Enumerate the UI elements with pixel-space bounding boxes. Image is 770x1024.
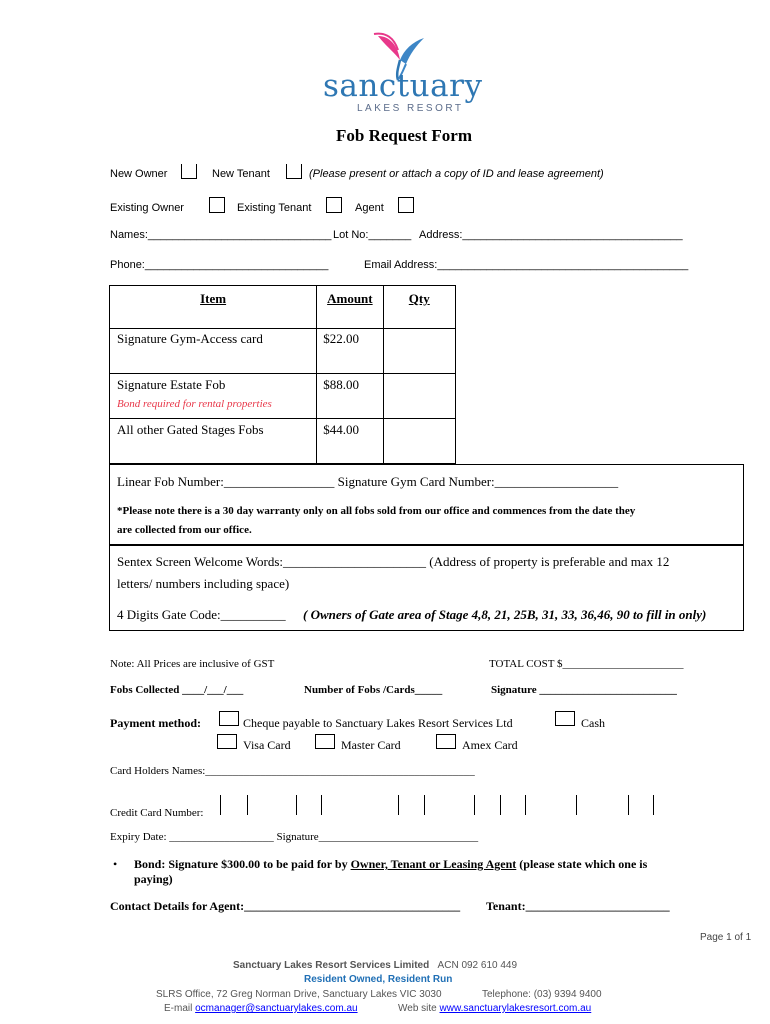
existing-owner-checkbox[interactable]	[209, 197, 225, 213]
email-link[interactable]: ocmanager@sanctuarylakes.com.au	[195, 1003, 358, 1014]
lot-field[interactable]: Lot No:_______	[333, 229, 412, 241]
total-cost-field[interactable]: TOTAL COST $______________________	[489, 658, 684, 670]
footer-email	[164, 1003, 358, 1014]
office-signature-field[interactable]: Signature _________________________	[491, 684, 677, 696]
sentex-field[interactable]: Sentex Screen Welcome Words:______________________ (Address of property is preferable and max 12	[117, 554, 670, 569]
col-item-header	[110, 286, 317, 329]
table-row	[110, 329, 456, 374]
cash-label: Cash	[581, 716, 605, 730]
sentex-note: letters/ numbers including space)	[117, 576, 290, 591]
existing-tenant-checkbox[interactable]	[326, 197, 342, 213]
item-amount: $88.00	[323, 377, 359, 392]
amex-label: Amex Card	[462, 738, 518, 752]
new-tenant-label: New Tenant	[212, 168, 270, 180]
amex-checkbox[interactable]	[436, 734, 456, 749]
email-label: E-mail	[164, 1003, 193, 1014]
qty-cell[interactable]	[383, 419, 455, 464]
mastercard-label: Master Card	[341, 738, 401, 752]
qty-header-text: Qty	[408, 291, 430, 306]
item-cell	[110, 374, 317, 419]
fob-price-table	[109, 285, 456, 464]
company-acn: ACN 092 610 449	[437, 960, 518, 971]
amount-cell	[317, 419, 383, 464]
tenant-contact-field[interactable]: Tenant:________________________	[486, 899, 670, 913]
item-name: Signature Gym-Access card	[117, 331, 263, 346]
bond-text-post: (please state which one is	[516, 857, 648, 871]
linear-fob-field[interactable]: Linear Fob Number:_________________ Signature Gym Card Number:___________________	[117, 474, 619, 489]
col-qty-header	[383, 286, 455, 329]
gate-code-note: ( Owners of Gate area of Stage 4,8, 21, 25B, 31, 33, 36,46, 90 to fill in only)	[303, 607, 707, 622]
bond-bullet: •	[113, 857, 118, 871]
new-owner-label: New Owner	[110, 168, 168, 180]
gst-note: Note: All Prices are inclusive of GST	[110, 658, 275, 670]
visa-checkbox[interactable]	[217, 734, 237, 749]
item-cell	[110, 419, 317, 464]
website-link[interactable]: www.sanctuarylakesresort.com.au	[439, 1003, 592, 1014]
bond-text-line2: paying)	[134, 872, 173, 886]
item-amount: $22.00	[323, 331, 359, 346]
address-field[interactable]: Address:____________________________________	[419, 229, 683, 241]
table-row	[110, 374, 456, 419]
footer-web	[398, 1003, 591, 1014]
footer-office-address: SLRS Office, 72 Greg Norman Drive, Sanctuary Lakes VIC 3030	[156, 989, 442, 1000]
company-name: Sanctuary Lakes Resort Services Limited	[233, 960, 430, 971]
gate-code-field[interactable]: 4 Digits Gate Code:__________	[117, 607, 286, 622]
item-header-text: Item	[200, 291, 227, 306]
item-name: Signature Estate Fob	[117, 377, 226, 392]
email-field[interactable]: Email Address:_________________________________________	[364, 259, 689, 271]
card-holder-field[interactable]: Card Holders Names:_________________________________________________	[110, 765, 475, 777]
col-amount-header	[317, 286, 383, 329]
phone-field[interactable]: Phone:______________________________	[110, 259, 329, 271]
footer-phone: Telephone: (03) 9394 9400	[482, 989, 602, 1000]
logo-tagline: LAKES RESORT	[357, 103, 464, 114]
web-label: Web site	[398, 1003, 437, 1014]
expiry-signature-field[interactable]: Expiry Date: ___________________ Signature_____________________________	[110, 831, 479, 843]
agent-label: Agent	[355, 202, 384, 214]
page-number: Page 1 of 1	[700, 932, 752, 943]
logo-wordmark: sanctuary	[323, 68, 483, 104]
table-row	[110, 419, 456, 464]
credit-card-label: Credit Card Number:	[110, 807, 204, 819]
footer-company	[233, 960, 517, 971]
number-of-fobs-field[interactable]: Number of Fobs /Cards_____	[304, 684, 443, 696]
agent-checkbox[interactable]	[398, 197, 414, 213]
existing-owner-label: Existing Owner	[110, 202, 184, 214]
amount-cell	[317, 374, 383, 419]
qty-cell[interactable]	[383, 374, 455, 419]
agent-contact-field[interactable]: Contact Details for Agent:____________________________________	[110, 899, 461, 913]
bond-text	[134, 857, 647, 872]
mastercard-checkbox[interactable]	[315, 734, 335, 749]
payment-method-label: Payment method:	[110, 716, 201, 730]
warranty-note-line1: *Please note there is a 30 day warranty only on all fobs sold from our office and commences from the date they	[117, 505, 636, 517]
item-name: All other Gated Stages Fobs	[117, 422, 264, 437]
amount-header-text: Amount	[327, 291, 373, 306]
visa-label: Visa Card	[243, 738, 291, 752]
item-cell	[110, 329, 317, 374]
existing-tenant-label: Existing Tenant	[237, 202, 312, 214]
new-owner-checkbox[interactable]	[181, 164, 197, 179]
bond-parties: Owner, Tenant or Leasing Agent	[350, 857, 517, 871]
page-title: Fob Request Form	[336, 126, 472, 145]
cheque-label: Cheque payable to Sanctuary Lakes Resort Services Ltd	[243, 716, 513, 730]
amount-cell	[317, 329, 383, 374]
names-field[interactable]: Names:______________________________	[110, 229, 332, 241]
cash-checkbox[interactable]	[555, 711, 575, 726]
footer-motto: Resident Owned, Resident Run	[304, 974, 453, 985]
id-note: (Please present or attach a copy of ID and lease agreement)	[309, 168, 604, 180]
bond-text-pre: Bond: Signature $300.00 to be paid for by	[134, 857, 351, 871]
bond-note: Bond required for rental properties	[117, 398, 272, 410]
fobs-collected-field[interactable]: Fobs Collected ____/___/___	[110, 684, 244, 696]
item-amount: $44.00	[323, 422, 359, 437]
cheque-checkbox[interactable]	[219, 711, 239, 726]
new-tenant-checkbox[interactable]	[286, 164, 302, 179]
qty-cell[interactable]	[383, 329, 455, 374]
warranty-note-line2: are collected from our office.	[117, 524, 252, 536]
